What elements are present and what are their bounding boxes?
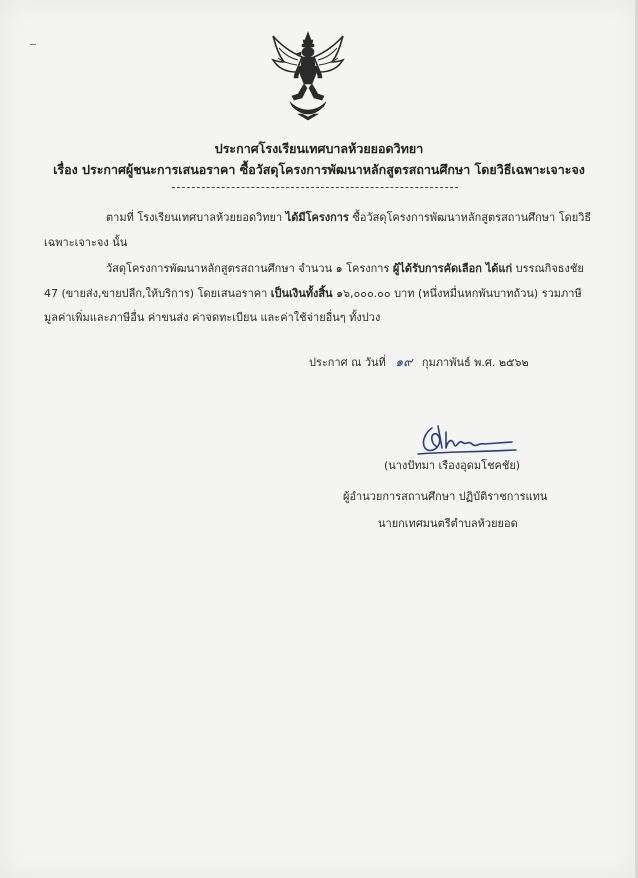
- text-run-bold: ได้มีโครงการ: [285, 211, 349, 224]
- announce-date: [309, 352, 529, 372]
- text-run: ซื้อวัสดุโครงการพัฒนาหลักสูตรสถานศึกษา โดยวิธี: [352, 211, 592, 224]
- text-run-bold: ผู้ได้รับการคัดเลือก ได้แก่: [392, 262, 513, 275]
- handwritten-signature: [412, 422, 522, 460]
- announcement-title: ประกาศโรงเรียนเทศบาลห้วยยอดวิทยา: [214, 141, 424, 156]
- announce-day: ๑๙: [395, 354, 413, 369]
- paragraph-2-line-3: มูลค่าเพิ่มและภาษีอื่น ค่าขนส่ง ค่าจดทะเบียน และค่าใช้จ่ายอื่นๆ ทั้งปวง: [44, 311, 381, 324]
- paragraph-1-line-1: [106, 208, 591, 226]
- text-run: 47 (ขายส่ง,ขายปลีก,ให้บริการ) โดยเสนอราคา: [44, 287, 268, 300]
- text-run: ตามที่ โรงเรียนเทศบาลห้วยยอดวิทยา: [106, 211, 283, 224]
- paragraph-2-line-2: [44, 284, 582, 302]
- announce-prefix: ประกาศ ณ วันที่: [309, 356, 386, 369]
- signatory-name: (นางปัทมา เรืองอุดมโชคชัย): [384, 459, 521, 472]
- text-run: ๑๖,๐๐๐.๐๐ บาท (หนึ่งหมื่นหกพันบาทถ้วน) รวมภาษี: [336, 287, 582, 300]
- announce-month-year: กุมภาพันธ์ พ.ศ. ๒๕๖๒: [421, 356, 529, 369]
- signatory-position-2: นายกเทศมนตรีตำบลห้วยยอด: [378, 517, 518, 530]
- announcement-subject: เรื่อง ประกาศผู้ชนะการเสนอราคา ซื้อวัสดุโครงการพัฒนาหลักสูตรสถานศึกษา โดยวิธีเฉพาะเจาะจง: [53, 162, 585, 177]
- text-run: วัสดุโครงการพัฒนาหลักสูตรสถานศึกษา จำนวน ๑ โครงการ: [106, 262, 390, 275]
- text-run: บรรณกิจธงชัย: [515, 262, 584, 275]
- garuda-emblem-icon: [270, 30, 346, 122]
- signatory-position-1: ผู้อำนวยการสถานศึกษา ปฏิบัติราชการแทน: [343, 490, 548, 503]
- paragraph-1-line-2: เฉพาะเจาะจง นั้น: [44, 236, 128, 249]
- text-run-bold: เป็นเงินทั้งสิ้น: [270, 287, 333, 300]
- dashed-divider: [172, 187, 458, 188]
- paragraph-2-line-1: [106, 259, 584, 277]
- scan-mark: [30, 44, 36, 45]
